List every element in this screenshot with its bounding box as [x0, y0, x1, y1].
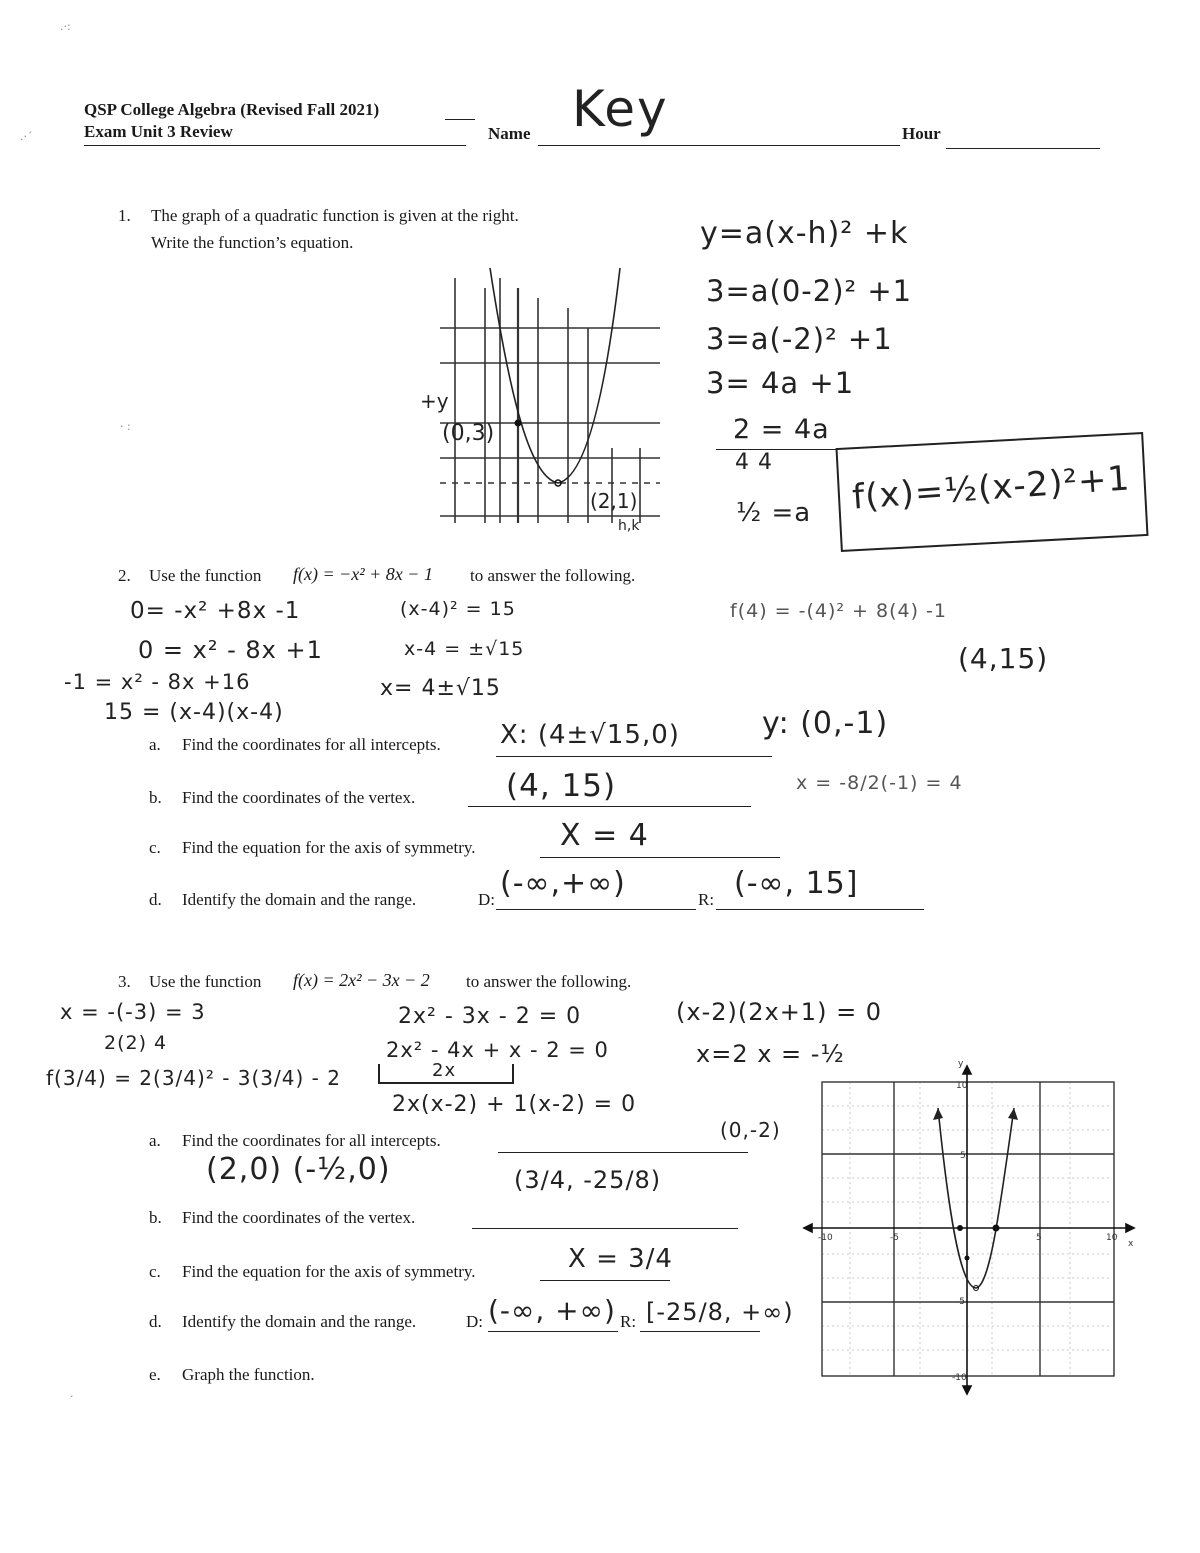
q2-intro-a: Use the function	[149, 566, 262, 585]
q2c-letter: c.	[149, 838, 161, 857]
q1-work-2: 3=a(0-2)² +1	[706, 274, 913, 308]
q2-work-l1: 0= -x² +8x -1	[130, 598, 301, 624]
q3c-letter: c.	[149, 1262, 161, 1281]
q3-work-r3: (0,-2)	[720, 1118, 781, 1142]
q1-work-7: ½ =a	[736, 498, 812, 528]
q3-work-m2: 2x² - 4x + x - 2 = 0	[386, 1038, 609, 1062]
name-line[interactable]	[538, 145, 900, 146]
q2a-answer-y: y: (0,-1)	[762, 706, 889, 741]
q2d-r-label: R:	[698, 890, 715, 909]
q1-grid	[440, 278, 660, 523]
q3d-r-answer: [-25/8, +∞)	[646, 1298, 794, 1326]
q3-axes	[804, 1066, 1134, 1394]
name-value: Key	[572, 80, 669, 138]
q3-x-int-right	[993, 1225, 1000, 1232]
q1-yint-point	[515, 420, 522, 427]
q3a-letter: a.	[149, 1131, 161, 1150]
q1-work-5: 2 = 4a	[733, 414, 830, 445]
q3d-d-label: D:	[466, 1312, 483, 1331]
q1-parabola	[490, 268, 620, 483]
q3c-answer: X = 3/4	[568, 1244, 673, 1274]
q2-intro-b: to answer the following.	[470, 566, 636, 585]
q2c-answer-line[interactable]	[540, 857, 780, 858]
q3-function: f(x) = 2x² − 3x − 2	[293, 970, 430, 990]
q3a-text: Find the coordinates for all intercepts.	[182, 1131, 441, 1150]
q3-tick-bottom: -10	[952, 1373, 967, 1383]
q3-intro-b: to answer the following.	[466, 972, 632, 991]
q2d-d-label: D:	[478, 890, 495, 909]
course-title: QSP College Algebra (Revised Fall 2021)	[84, 100, 380, 119]
q2d-r-answer: (-∞, 15]	[734, 866, 859, 901]
q1-vertex-label: (2,1)	[590, 489, 638, 513]
q3-tick-left-mid: -5	[890, 1233, 899, 1243]
q3-work-r1: (x-2)(2x+1) = 0	[676, 998, 883, 1026]
q3-minor-grid	[822, 1082, 1110, 1376]
q3d-r-label: R:	[620, 1312, 637, 1331]
q3d-d-answer: (-∞, +∞)	[488, 1294, 616, 1327]
q1-line1: The graph of a quadratic function is given at the right.	[151, 206, 519, 225]
q2a-text: Find the coordinates for all intercepts.	[182, 735, 441, 754]
q2d-letter: d.	[149, 890, 162, 909]
q3d-d-line[interactable]	[488, 1331, 618, 1332]
q2-work-r2: (4,15)	[958, 642, 1049, 675]
q3-tick-mid-top: 5	[960, 1151, 966, 1161]
name-label: Name	[488, 124, 531, 143]
q1-graph	[420, 268, 680, 534]
q2b-answer-line[interactable]	[468, 806, 751, 807]
q2-function: f(x) = −x² + 8x − 1	[293, 564, 433, 584]
q2d-d-line[interactable]	[496, 909, 696, 910]
q3a-answer: (2,0) (-½,0)	[206, 1152, 391, 1187]
q3c-answer-line[interactable]	[540, 1280, 670, 1281]
q3-work-l2: 2(2) 4	[104, 1032, 168, 1054]
q3d-letter: d.	[149, 1312, 162, 1331]
q1-yint-note: +y	[420, 389, 449, 413]
q3d-text: Identify the domain and the range.	[182, 1312, 417, 1331]
q3-parabola	[938, 1108, 1014, 1288]
q3-x-axis-label: x	[1128, 1239, 1134, 1249]
title-underline	[445, 119, 475, 120]
q1-number: 1.	[118, 206, 131, 225]
q3-graph	[800, 1058, 1140, 1398]
q3-work-l1: x = -(-3) = 3	[60, 1000, 206, 1024]
q2b-letter: b.	[149, 788, 162, 807]
q1-work-6: 4 4	[735, 450, 773, 475]
q2-work-m1: (x-4)² = 15	[400, 598, 516, 620]
q3-number: 3.	[118, 972, 131, 991]
q3-work-l3: f(3/4) = 2(3/4)² - 3(3/4) - 2	[46, 1066, 341, 1090]
q2a-answer-line[interactable]	[496, 756, 772, 757]
q3-work-r2: x=2 x = -½	[696, 1040, 845, 1068]
q2-number: 2.	[118, 566, 131, 585]
q2b-text: Find the coordinates of the vertex.	[182, 788, 416, 807]
q3b-text: Find the coordinates of the vertex.	[182, 1208, 416, 1227]
q3-y-axis-label: y	[958, 1059, 964, 1069]
q2c-text: Find the equation for the axis of symmetry.	[182, 838, 476, 857]
q3b-letter: b.	[149, 1208, 162, 1227]
exam-title: Exam Unit 3 Review	[84, 122, 233, 141]
q3-tick-right: 10	[1106, 1233, 1118, 1243]
q3a-answer-line[interactable]	[498, 1152, 748, 1153]
q3-work-m4: 2x(x-2) + 1(x-2) = 0	[392, 1092, 637, 1117]
q3-work-m3: 2x	[432, 1060, 457, 1081]
q1-answer: f(x)=½(x-2)²+1	[850, 458, 1132, 518]
q2-work-m2: x-4 = ±√15	[404, 638, 525, 660]
q3b-answer-line[interactable]	[472, 1228, 738, 1229]
q1-work-3: 3=a(-2)² +1	[706, 322, 893, 356]
q3-tick-right-mid: 5	[1036, 1233, 1042, 1243]
q2-work-r3: x = -8/2(-1) = 4	[796, 772, 963, 794]
q3e-text: Graph the function.	[182, 1365, 315, 1384]
q2b-answer: (4, 15)	[506, 768, 617, 804]
q3-intro-a: Use the function	[149, 972, 262, 991]
q2-work-m3: x= 4±√15	[380, 676, 501, 701]
scan-speck: · :	[120, 420, 131, 433]
exam-underline	[84, 145, 466, 146]
q3-y-int	[965, 1256, 970, 1261]
q2-work-l4: 15 = (x-4)(x-4)	[104, 700, 284, 725]
q3-x-int-left	[957, 1225, 963, 1231]
hour-line[interactable]	[946, 148, 1100, 149]
q2-work-l3: -1 = x² - 8x +16	[64, 670, 251, 694]
q2-work-l2: 0 = x² - 8x +1	[138, 636, 323, 664]
q3e-letter: e.	[149, 1365, 161, 1384]
q1-work-divider	[716, 449, 836, 450]
q2c-answer: X = 4	[560, 818, 649, 853]
q2d-r-line[interactable]	[716, 909, 924, 910]
q2-work-r1: f(4) = -(4)² + 8(4) -1	[730, 600, 947, 622]
q3-tick-top: 10	[956, 1081, 968, 1091]
q1-vertex-note: h,k	[618, 518, 640, 534]
q3-tick-mid-bot: -5	[956, 1297, 965, 1307]
q1-line2: Write the function’s equation.	[151, 233, 354, 252]
scan-speck: ·	[70, 1390, 74, 1403]
q1-work-1: y=a(x-h)² +k	[700, 216, 909, 251]
q3b-answer: (3/4, -25/8)	[514, 1166, 662, 1194]
hour-label: Hour	[902, 124, 941, 143]
scan-speck: .·:	[60, 20, 71, 33]
q3-work-bracket	[378, 1064, 514, 1084]
q3-work-m1: 2x² - 3x - 2 = 0	[398, 1004, 582, 1029]
q2a-letter: a.	[149, 735, 161, 754]
q3c-text: Find the equation for the axis of symmetry.	[182, 1262, 476, 1281]
q2a-answer-x: X: (4±√15,0)	[500, 720, 680, 750]
q1-work-4: 3= 4a +1	[706, 366, 855, 400]
q3-tick-left: -10	[818, 1233, 833, 1243]
scan-speck: .·´	[20, 130, 33, 143]
q2d-text: Identify the domain and the range.	[182, 890, 417, 909]
q2d-d-answer: (-∞,+∞)	[500, 866, 626, 901]
q3d-r-line[interactable]	[640, 1331, 760, 1332]
q1-yint-label: (0,3)	[442, 421, 495, 446]
